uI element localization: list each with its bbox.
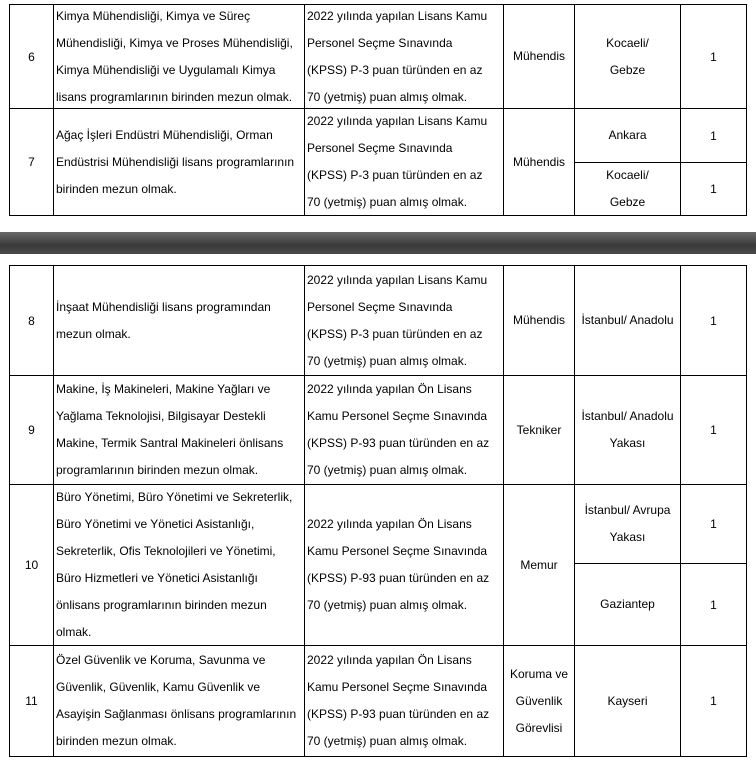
- location-cell: Kocaeli/ Gebze: [575, 5, 681, 109]
- exam-condition-cell: 2022 yılında yapılan Ön Lisans Kamu Personel Seçme Sınavında (KPSS) P-93 puan türünden en az 70 (yetmiş) puan almış olmak.: [305, 646, 504, 757]
- row-number: 8: [10, 266, 54, 376]
- row-number: 10: [10, 485, 54, 646]
- positions-table-top: [9, 4, 747, 216]
- exam-condition-cell: 2022 yılında yapılan Ön Lisans Kamu Personel Seçme Sınavında (KPSS) P-93 puan türünden en az 70 (yetmiş) puan almış olmak.: [305, 485, 504, 646]
- positions-table-bottom: [9, 265, 747, 757]
- location-cell: Gaziantep: [575, 564, 681, 646]
- location-cell: İstanbul/ Anadolu Yakası: [575, 376, 681, 485]
- exam-condition-cell: 2022 yılında yapılan Ön Lisans Kamu Personel Seçme Sınavında (KPSS) P-93 puan türünden en az 70 (yetmiş) puan almış olmak.: [305, 376, 504, 485]
- quota-count-cell: 1: [681, 109, 747, 163]
- location-cell: Kayseri: [575, 646, 681, 757]
- quota-count-cell: 1: [681, 376, 747, 485]
- row-number: 6: [10, 5, 54, 109]
- row-number: 9: [10, 376, 54, 485]
- requirement-cell: Kimya Mühendisliği, Kimya ve Süreç Mühendisliği, Kimya ve Proses Mühendisliği, Kimya Mühendisliği ve Uygulamalı Kimya lisans programlarının birinden mezun olmak.: [54, 5, 305, 109]
- quota-count-cell: 1: [681, 646, 747, 757]
- location-cell: İstanbul/ Avrupa Yakası: [575, 485, 681, 564]
- quota-count-cell: 1: [681, 485, 747, 564]
- location-cell: İstanbul/ Anadolu: [575, 266, 681, 376]
- quota-count-cell: 1: [681, 266, 747, 376]
- position-title-cell: Mühendis: [504, 5, 575, 109]
- quota-count-cell: 1: [681, 5, 747, 109]
- exam-condition-cell: 2022 yılında yapılan Lisans Kamu Personel Seçme Sınavında (KPSS) P-3 puan türünden en az 70 (yetmiş) puan almış olmak.: [305, 109, 504, 216]
- exam-condition-cell: 2022 yılında yapılan Lisans Kamu Personel Seçme Sınavında (KPSS) P-3 puan türünden en az 70 (yetmiş) puan almış olmak.: [305, 5, 504, 109]
- location-cell: Kocaeli/ Gebze: [575, 163, 681, 216]
- row-number: 7: [10, 109, 54, 216]
- quota-count-cell: 1: [681, 564, 747, 646]
- requirement-cell: Özel Güvenlik ve Koruma, Savunma ve Güvenlik, Güvenlik, Kamu Güvenlik ve Asayişin Sağlanması önlisans programlarının birinden mezun olmak.: [54, 646, 305, 757]
- requirement-cell: İnşaat Mühendisliği lisans programından mezun olmak.: [54, 266, 305, 376]
- quota-count-cell: 1: [681, 163, 747, 216]
- requirement-cell: Ağaç İşleri Endüstri Mühendisliği, Orman Endüstrisi Mühendisliği lisans programlarının birinden mezun olmak.: [54, 109, 305, 216]
- requirement-cell: Makine, İş Makineleri, Makine Yağları ve Yağlama Teknolojisi, Bilgisayar Destekli Makine, Termik Santral Makineleri önlisans programlarının birinden mezun olmak.: [54, 376, 305, 485]
- position-title-cell: Mühendis: [504, 109, 575, 216]
- position-title-cell: Mühendis: [504, 266, 575, 376]
- requirement-cell: Büro Yönetimi, Büro Yönetimi ve Sekreterlik, Büro Yönetimi ve Yönetici Asistanlığı, Sekreterlik, Ofis Teknolojileri ve Yönetimi, Büro Hizmetleri ve Yönetici Asistanlığı önlisans programlarının birinden mezun olmak.: [54, 485, 305, 646]
- location-cell: Ankara: [575, 109, 681, 163]
- position-title-cell: Memur: [504, 485, 575, 646]
- exam-condition-cell: 2022 yılında yapılan Lisans Kamu Personel Seçme Sınavında (KPSS) P-3 puan türünden en az 70 (yetmiş) puan almış olmak.: [305, 266, 504, 376]
- page-divider: [0, 232, 756, 254]
- position-title-cell: Koruma ve Güvenlik Görevlisi: [504, 646, 575, 757]
- position-title-cell: Tekniker: [504, 376, 575, 485]
- row-number: 11: [10, 646, 54, 757]
